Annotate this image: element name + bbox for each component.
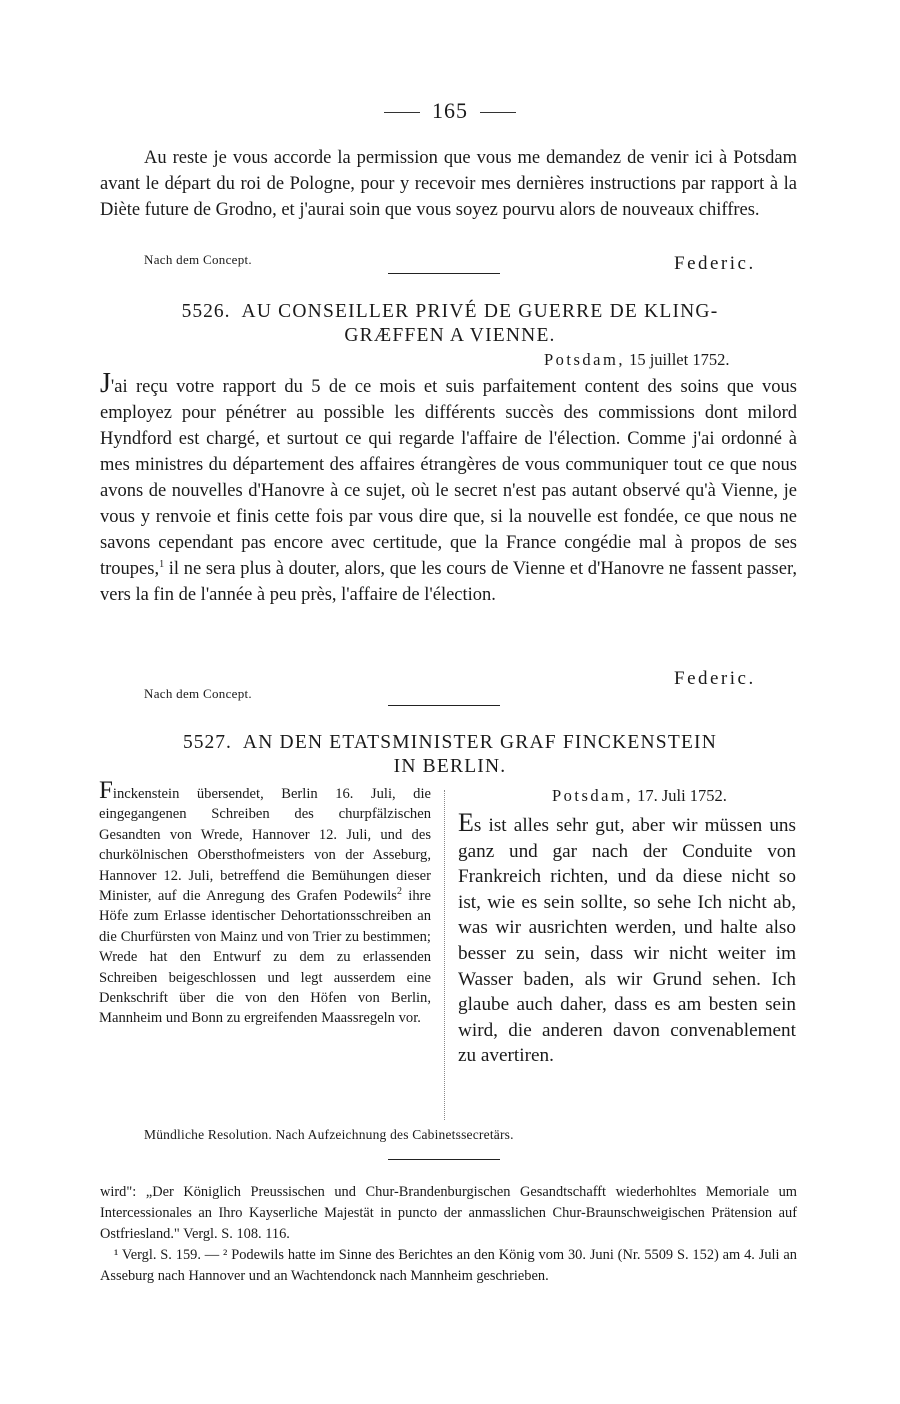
heading-line-2: GRÆFFEN A VIENNE. — [344, 325, 556, 346]
page-number: 165 — [432, 98, 468, 123]
dash-right — [480, 112, 516, 113]
summary-column — [99, 777, 432, 1029]
heading-line-2: IN BERLIN. — [393, 756, 507, 777]
column-divider — [444, 790, 445, 1120]
source-note: Nach dem Concept. — [144, 686, 252, 701]
dash-left — [384, 112, 420, 113]
initial-letter: J — [100, 368, 111, 399]
footnotes: ¹ Vergl. S. 159. — ² Podewils hatte im Sinne des Berichtes an den König vom 30. Juni (Nr. 5509 S. 152) am 4. Juli an Asseburg nach Hannover und an Wachtendonck nach Mannheim geschrieben. — [100, 1247, 797, 1284]
dateline-date: 15 juillet 1752. — [629, 350, 730, 369]
letter-continuation-text: Au reste je vous accorde la permission que vous me demandez de venir ici à Potsdam avant le départ du roi de Pologne, pour y recevoir mes dernières instructions par rapport à la Diète future de Grodno, et j'aurai soin que vous soyez pourvu alors de nouveaux chiffres. — [100, 148, 797, 220]
summary-text-a: inckenstein übersendet, Berlin 16. Juli, die eingegangenen Schreiben des churpfälzischen Gesandten von Wrede, Hannover 12. Juli, und des churkölnischen Obersthofmeisters von der Asseburg, Hannover 12. Juli, betreffend die Bemühungen dieser Minister, auf die Anregung des Grafen Podewils — [99, 786, 431, 905]
dateline-place: Potsdam, — [552, 786, 633, 805]
letter-number: 5527. — [182, 732, 232, 753]
footnote-continuation: wird": „Der Königlich Preussischen und Chur-Brandenburgischen Gesandtschafft wiederhohltes Memoriale um Intercessionales an Ihro Kayserliche Majestät in puncto der anmasslichen Chur-Braunschweigischen Prätension auf Ostfriesland." Vergl. S. 108. 116. — [100, 1184, 797, 1242]
dateline-date: 17. Juli 1752. — [637, 786, 727, 805]
page-number-line — [0, 98, 900, 124]
body-text-a: 'ai reçu votre rapport du 5 de ce mois et suis parfaitement content des soins que vous employez pour pénétrer au possible les différents succès des commissions dont milord Hyndford est chargé, et surtout ce qui regarde l'affaire de l'élection. Comme j'ai ordonné à mes ministres du département des affaires étrangères de vous communiquer tout ce que nous avons de nouvelles d'Hanovre à ce sujet, où le secret n'est pas autant observé qu'à Vienne, je vous y renvoie et finis cette fois par vous dire que, si la nouvelle est fondée, ce que nous ne savons cependant pas encore avec certitude, que la France congédie mal à propos de ses troupes, — [100, 377, 797, 579]
initial-letter: F — [99, 777, 113, 804]
signature: Federic. — [674, 253, 756, 274]
letter-number: 5526. — [181, 301, 231, 322]
summary-text-b: ihre Höfe zum Erlasse identischer Dehortationsschreiben an die Churfürsten von Mainz und von Trier zu bestimmen; Wrede hat den Entwurf zu dem zu erlassenden Schreiben beigeschlossen und legt ausserdem eine Denkschrift über die von den Höfen von Berlin, Mannheim und Bonn zu ergreifenden Maassregeln vor. — [99, 888, 432, 1027]
letter-heading-5526 — [100, 300, 800, 348]
letter-body — [100, 368, 797, 608]
body-text-b: il ne sera plus à douter, alors, que les cours de Vienne et d'Hanovre ne fassent passer, vers la fin de l'année à peu près, l'affaire de l'élection. — [100, 559, 797, 605]
separator-rule — [388, 1159, 500, 1160]
dateline — [552, 786, 727, 806]
heading-line-1 — [100, 731, 800, 755]
separator-rule — [388, 705, 500, 706]
dateline — [544, 350, 729, 370]
dateline-place: Potsdam, — [544, 350, 625, 369]
heading-title: AN DEN ETATSMINISTER GRAF FINCKENSTEIN — [242, 732, 718, 753]
letter-heading-5527 — [100, 731, 800, 779]
reply-text: s ist alles sehr gut, aber wir müssen uns ganz und gar nach der Conduite von Frankreich richten, und da diese nicht so ist, wie es sein sollte, so sehe Ich nicht ab, was wir ausrichten werden, und halte also besser zu sein, dass wir nicht weiter im Wasser baden, als wir Grund sehen. Ich glaube auch daher, dass es am besten sein wird, die anderen davon convenablement zu avertiren. — [458, 815, 796, 1067]
initial-letter: E — [458, 808, 474, 837]
reply-column — [458, 810, 796, 1069]
signature: Federic. — [674, 668, 756, 689]
heading-line-1 — [100, 300, 800, 324]
footnote-ref: 2 — [396, 886, 402, 898]
source-note: Nach dem Concept. — [144, 252, 252, 267]
separator-rule — [388, 273, 500, 274]
heading-title: AU CONSEILLER PRIVÉ DE GUERRE DE KLING- — [241, 301, 719, 322]
resolution-note: Mündliche Resolution. Nach Aufzeichnung des Cabinetssecretärs. — [144, 1127, 514, 1142]
footnote-ref: 1 — [159, 558, 165, 570]
